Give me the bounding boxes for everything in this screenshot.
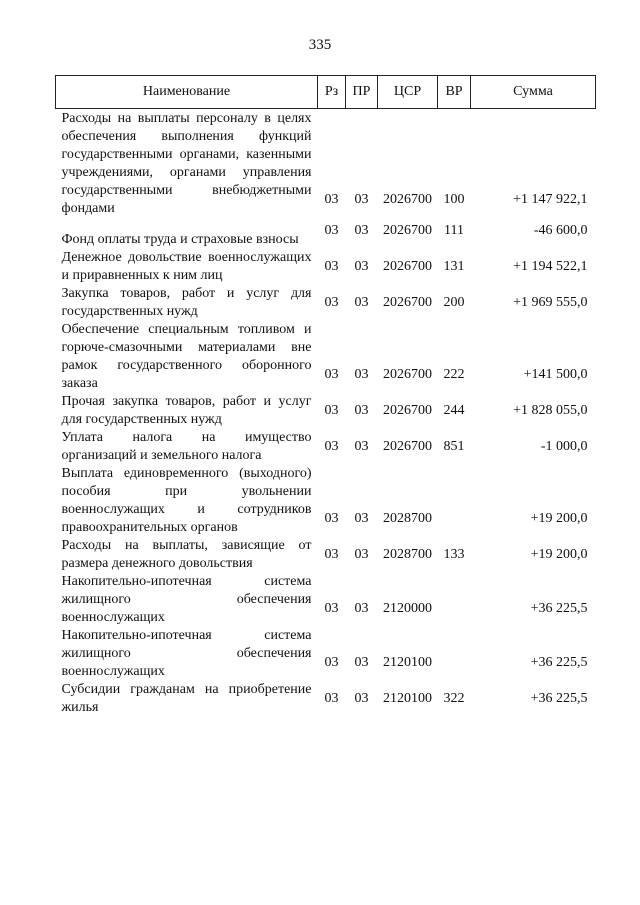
cell-pr: 03 xyxy=(354,439,369,454)
cell-sum: +36 225,5 xyxy=(530,655,588,670)
table-row xyxy=(56,465,596,537)
table-row xyxy=(56,429,596,465)
cell-csr: 2026700 xyxy=(383,295,432,310)
header-name: Наименование xyxy=(56,76,318,109)
cell-vr: 244 xyxy=(443,403,465,418)
cell-csr: 2026700 xyxy=(383,403,432,418)
cell-sum: -46 600,0 xyxy=(533,223,588,238)
cell-pr: 03 xyxy=(354,192,369,207)
cell-rz: 03 xyxy=(324,547,339,562)
cell-vr: 133 xyxy=(443,547,465,562)
header-sum: Сумма xyxy=(471,76,596,109)
cell-name: Уплата налога на имущество организаций и земельного налога xyxy=(61,430,312,463)
table-row xyxy=(56,285,596,321)
cell-pr: 03 xyxy=(354,295,369,310)
cell-rz: 03 xyxy=(324,439,339,454)
cell-rz: 03 xyxy=(324,259,339,274)
table-row xyxy=(56,109,596,219)
cell-name: Накопительно-ипотечная система жилищного обеспечения военнослужащих xyxy=(61,628,312,679)
cell-sum: -1 000,0 xyxy=(540,439,588,454)
cell-name: Накопительно-ипотечная система жилищного обеспечения военнослужащих xyxy=(61,574,312,625)
table-row xyxy=(56,627,596,681)
cell-sum: +36 225,5 xyxy=(530,601,588,616)
cell-csr: 2026700 xyxy=(383,192,432,207)
cell-rz: 03 xyxy=(324,511,339,526)
cell-sum: +1 828 055,0 xyxy=(513,403,588,418)
cell-sum: +36 225,5 xyxy=(530,691,588,706)
cell-pr: 03 xyxy=(354,691,369,706)
cell-name: Расходы на выплаты персоналу в целях обеспечения выполнения функций государственными органами, казенными учреждениями, органами управления государственными внебюджетными фондами xyxy=(61,111,312,216)
table-row xyxy=(56,681,596,717)
cell-csr: 2026700 xyxy=(383,259,432,274)
cell-rz: 03 xyxy=(324,691,339,706)
cell-pr: 03 xyxy=(354,655,369,670)
cell-vr: 851 xyxy=(443,439,465,454)
cell-rz: 03 xyxy=(324,192,339,207)
cell-csr: 2120100 xyxy=(383,655,432,670)
cell-pr: 03 xyxy=(354,547,369,562)
cell-vr xyxy=(438,627,471,681)
cell-vr xyxy=(438,573,471,627)
cell-pr: 03 xyxy=(354,511,369,526)
table-row xyxy=(56,573,596,627)
cell-name: Расходы на выплаты, зависящие от размера денежного довольствия xyxy=(61,538,312,571)
budget-table xyxy=(55,75,596,717)
cell-csr: 2026700 xyxy=(383,223,432,238)
cell-name: Фонд оплаты труда и страховые взносы xyxy=(61,232,299,247)
cell-vr: 131 xyxy=(443,259,465,274)
cell-pr: 03 xyxy=(354,601,369,616)
header-pr: ПР xyxy=(346,76,378,109)
table-row xyxy=(56,537,596,573)
cell-pr: 03 xyxy=(354,367,369,382)
header-vr: ВР xyxy=(438,76,471,109)
cell-csr: 2028700 xyxy=(383,547,432,562)
cell-name: Прочая закупка товаров, работ и услуг для государственных нужд xyxy=(61,394,312,427)
table-row xyxy=(56,393,596,429)
cell-sum: +1 147 922,1 xyxy=(513,192,588,207)
table-row xyxy=(56,249,596,285)
cell-vr: 200 xyxy=(443,295,465,310)
cell-csr: 2120100 xyxy=(383,691,432,706)
cell-csr: 2026700 xyxy=(383,439,432,454)
cell-vr: 111 xyxy=(444,223,464,238)
header-csr: ЦСР xyxy=(378,76,438,109)
cell-pr: 03 xyxy=(354,259,369,274)
cell-pr: 03 xyxy=(354,223,369,238)
cell-name: Закупка товаров, работ и услуг для государственных нужд xyxy=(61,286,312,319)
cell-vr: 100 xyxy=(443,192,465,207)
cell-rz: 03 xyxy=(324,295,339,310)
cell-name: Обеспечение специальным топливом и горюче-смазочными материалами вне рамок государственного оборонного заказа xyxy=(61,322,312,391)
cell-name: Выплата единовременного (выходного) пособия при увольнении военнослужащих и сотрудников правоохранительных органов xyxy=(61,466,312,535)
table-row xyxy=(56,321,596,393)
cell-name: Субсидии гражданам на приобретение жилья xyxy=(61,682,312,715)
cell-vr xyxy=(438,465,471,537)
cell-csr: 2120000 xyxy=(383,601,432,616)
cell-sum: +1 969 555,0 xyxy=(513,295,588,310)
cell-name: Денежное довольствие военнослужащих и приравненных к ним лиц xyxy=(61,250,312,283)
cell-vr: 222 xyxy=(443,367,465,382)
header-rz: Рз xyxy=(318,76,346,109)
cell-csr: 2026700 xyxy=(383,367,432,382)
cell-sum: +19 200,0 xyxy=(530,547,588,562)
page-number: 335 xyxy=(308,37,332,53)
cell-sum: +141 500,0 xyxy=(523,367,588,382)
cell-rz: 03 xyxy=(324,367,339,382)
cell-vr: 322 xyxy=(443,691,465,706)
cell-sum: +19 200,0 xyxy=(530,511,588,526)
table-body xyxy=(56,109,596,718)
cell-pr: 03 xyxy=(354,403,369,418)
cell-rz: 03 xyxy=(324,601,339,616)
cell-csr: 2028700 xyxy=(383,511,432,526)
cell-rz: 03 xyxy=(324,223,339,238)
cell-rz: 03 xyxy=(324,655,339,670)
cell-rz: 03 xyxy=(324,403,339,418)
cell-sum: +1 194 522,1 xyxy=(513,259,588,274)
table-row xyxy=(56,218,596,249)
table-header-row xyxy=(56,76,596,109)
